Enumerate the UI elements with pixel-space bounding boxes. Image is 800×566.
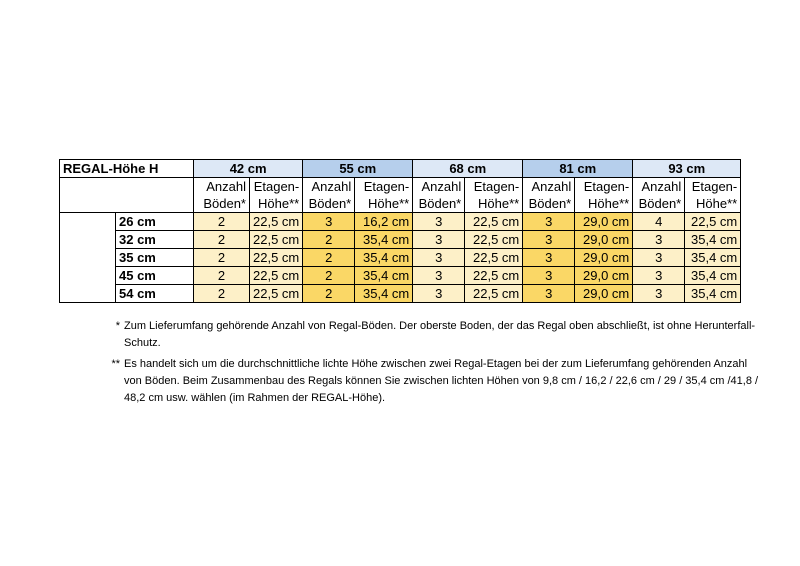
subheader-height: Etagen- Höhe** bbox=[465, 178, 523, 213]
subheader-height: Etagen- Höhe** bbox=[355, 178, 413, 213]
cell-count: 3 bbox=[413, 285, 465, 303]
cell-count: 4 bbox=[633, 213, 685, 231]
cell-height: 16,2 cm bbox=[355, 213, 413, 231]
cell-height: 35,4 cm bbox=[355, 267, 413, 285]
cell-height: 35,4 cm bbox=[685, 231, 741, 249]
cell-height: 22,5 cm bbox=[250, 231, 303, 249]
depth-label-54: 54 cm bbox=[116, 285, 194, 303]
cell-height: 35,4 cm bbox=[355, 249, 413, 267]
cell-height: 29,0 cm bbox=[575, 285, 633, 303]
cell-height: 22,5 cm bbox=[465, 285, 523, 303]
cell-count: 2 bbox=[194, 249, 250, 267]
cell-height: 29,0 cm bbox=[575, 213, 633, 231]
cell-height: 29,0 cm bbox=[575, 249, 633, 267]
subheader-blank bbox=[60, 178, 194, 213]
subheader-count: Anzahl Böden* bbox=[303, 178, 355, 213]
height-header-93: 93 cm bbox=[633, 160, 741, 178]
subheader-count: Anzahl Böden* bbox=[633, 178, 685, 213]
table-row bbox=[60, 249, 741, 267]
cell-height: 22,5 cm bbox=[465, 249, 523, 267]
subheader-row bbox=[60, 178, 741, 213]
cell-count: 2 bbox=[303, 267, 355, 285]
subheader-count: Anzahl Böden* bbox=[413, 178, 465, 213]
cell-count: 3 bbox=[633, 231, 685, 249]
cell-height: 22,5 cm bbox=[250, 213, 303, 231]
subheader-count: Anzahl Böden* bbox=[194, 178, 250, 213]
cell-count: 3 bbox=[413, 231, 465, 249]
cell-count: 3 bbox=[413, 267, 465, 285]
cell-height: 35,4 cm bbox=[355, 285, 413, 303]
cell-count: 3 bbox=[523, 231, 575, 249]
cell-count: 3 bbox=[523, 285, 575, 303]
table-row bbox=[60, 213, 741, 231]
cell-height: 22,5 cm bbox=[465, 267, 523, 285]
height-header-81: 81 cm bbox=[523, 160, 633, 178]
footnote-shelf-count bbox=[100, 318, 760, 352]
footnote-mark: * bbox=[115, 320, 120, 332]
subheader-height: Etagen- Höhe** bbox=[685, 178, 741, 213]
cell-count: 2 bbox=[194, 213, 250, 231]
cell-count: 3 bbox=[413, 213, 465, 231]
cell-count: 3 bbox=[633, 285, 685, 303]
cell-height: 35,4 cm bbox=[685, 285, 741, 303]
cell-count: 2 bbox=[303, 249, 355, 267]
depth-label-32: 32 cm bbox=[116, 231, 194, 249]
cell-count: 2 bbox=[194, 231, 250, 249]
cell-count: 3 bbox=[633, 267, 685, 285]
height-header-row bbox=[60, 160, 741, 178]
row-group-blank bbox=[60, 213, 116, 303]
cell-count: 2 bbox=[194, 285, 250, 303]
cell-height: 35,4 cm bbox=[355, 231, 413, 249]
height-header-42: 42 cm bbox=[194, 160, 303, 178]
height-header-55: 55 cm bbox=[303, 160, 413, 178]
cell-height: 22,5 cm bbox=[250, 285, 303, 303]
cell-count: 2 bbox=[303, 231, 355, 249]
cell-height: 29,0 cm bbox=[575, 267, 633, 285]
corner-label: REGAL-Höhe H bbox=[60, 160, 194, 178]
shelf-spec-table bbox=[59, 159, 741, 303]
cell-height: 22,5 cm bbox=[685, 213, 741, 231]
height-header-68: 68 cm bbox=[413, 160, 523, 178]
table-row bbox=[60, 285, 741, 303]
cell-count: 3 bbox=[523, 249, 575, 267]
table-row bbox=[60, 231, 741, 249]
cell-height: 22,5 cm bbox=[465, 231, 523, 249]
cell-height: 35,4 cm bbox=[685, 249, 741, 267]
cell-count: 3 bbox=[303, 213, 355, 231]
subheader-count: Anzahl Böden* bbox=[523, 178, 575, 213]
cell-height: 22,5 cm bbox=[465, 213, 523, 231]
cell-count: 2 bbox=[194, 267, 250, 285]
footnote-tier-height bbox=[100, 356, 760, 407]
depth-label-26: 26 cm bbox=[116, 213, 194, 231]
table-row bbox=[60, 267, 741, 285]
subheader-height: Etagen- Höhe** bbox=[575, 178, 633, 213]
footnote-text: Es handelt sich um die durchschnittliche lichte Höhe zwischen zwei Regal-Etagen bei der zum Lieferumfang gehörenden Anzahl von Böden. Beim Zusammenbau des Regals können Sie zwischen lichten Höhen von 9,8 cm / 16,2 / 22,6 cm / 29 / 35,4 cm /41,8 / 48,2 cm usw. wählen (im Rahmen der REGAL-Höhe). bbox=[124, 358, 759, 404]
cell-count: 2 bbox=[303, 285, 355, 303]
cell-count: 3 bbox=[523, 213, 575, 231]
cell-height: 29,0 cm bbox=[575, 231, 633, 249]
cell-count: 3 bbox=[633, 249, 685, 267]
subheader-height: Etagen- Höhe** bbox=[250, 178, 303, 213]
depth-label-35: 35 cm bbox=[116, 249, 194, 267]
footnote-text: Zum Lieferumfang gehörende Anzahl von Regal-Böden. Der oberste Boden, der das Regal oben abschließt, ist ohne Herunterfall-Schutz. bbox=[124, 320, 756, 349]
depth-label-45: 45 cm bbox=[116, 267, 194, 285]
cell-height: 22,5 cm bbox=[250, 249, 303, 267]
cell-count: 3 bbox=[413, 249, 465, 267]
footnotes bbox=[100, 318, 760, 411]
footnote-mark: ** bbox=[111, 358, 120, 370]
cell-count: 3 bbox=[523, 267, 575, 285]
cell-height: 35,4 cm bbox=[685, 267, 741, 285]
cell-height: 22,5 cm bbox=[250, 267, 303, 285]
